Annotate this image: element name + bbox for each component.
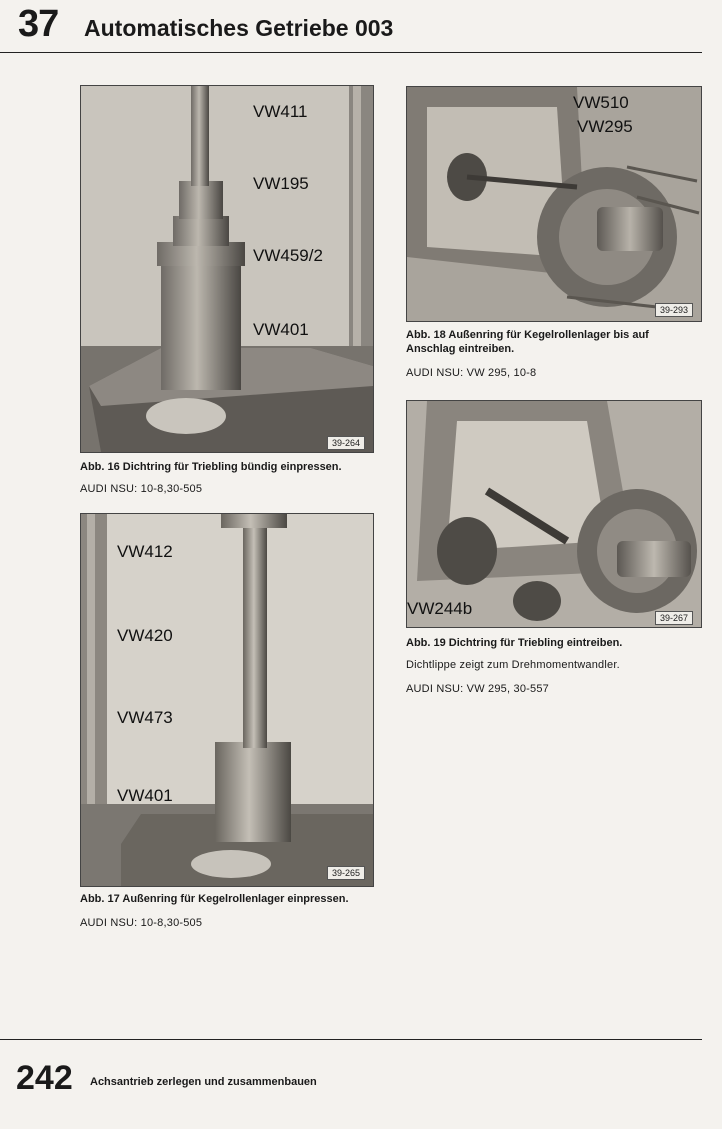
part-label: VW411 <box>253 102 308 121</box>
figure-subcaption: AUDI NSU: VW 295, 10-8 <box>406 367 537 379</box>
figure-tag: 39-264 <box>327 436 365 450</box>
page-number: 242 <box>16 1059 73 1097</box>
figure-19-photo <box>406 400 702 628</box>
chapter-title: Automatisches Getriebe 003 <box>84 15 394 41</box>
header-rule <box>0 52 702 53</box>
figure-17-photo <box>80 513 374 887</box>
part-label: VW412 <box>117 542 173 561</box>
figure-caption: Abb. 17 Außenring für Kegelrollenlager einpressen. <box>80 893 349 905</box>
figure-subcaption: AUDI NSU: VW 295, 30-557 <box>406 683 549 695</box>
part-label: VW401 <box>117 786 173 805</box>
part-label: VW195 <box>253 174 309 193</box>
figure-tag: 39-293 <box>655 303 693 317</box>
chapter-number: 37 <box>18 3 59 45</box>
figure-16-photo <box>80 85 374 453</box>
part-label: VW244b <box>407 599 473 618</box>
figure-subcaption: Dichtlippe zeigt zum Drehmomentwandler. <box>406 659 620 671</box>
part-label: VW401 <box>253 320 309 339</box>
figure-18-photo <box>406 86 702 322</box>
figure-caption: Abb. 18 Außenring für Kegelrollenlager bis auf Anschlag eintreiben. <box>406 329 649 355</box>
section-name: Achsantrieb zerlegen und zusammenbauen <box>90 1076 317 1088</box>
part-label: VW295 <box>577 117 633 136</box>
figure-caption: Abb. 19 Dichtring für Triebling eintreiben. <box>406 637 623 649</box>
footer-rule <box>0 1039 702 1040</box>
figure-subcaption: AUDI NSU: 10-8,30-505 <box>80 483 203 495</box>
part-label: VW459/2 <box>253 246 323 265</box>
part-label: VW473 <box>117 708 173 727</box>
figure-subcaption: AUDI NSU: 10-8,30-505 <box>80 917 203 929</box>
part-label: VW510 <box>573 93 629 112</box>
figure-tag: 39-265 <box>327 866 365 880</box>
figure-tag: 39-267 <box>655 611 693 625</box>
figure-caption: Abb. 16 Dichtring für Triebling bündig einpressen. <box>80 461 342 473</box>
part-label: VW420 <box>117 626 173 645</box>
